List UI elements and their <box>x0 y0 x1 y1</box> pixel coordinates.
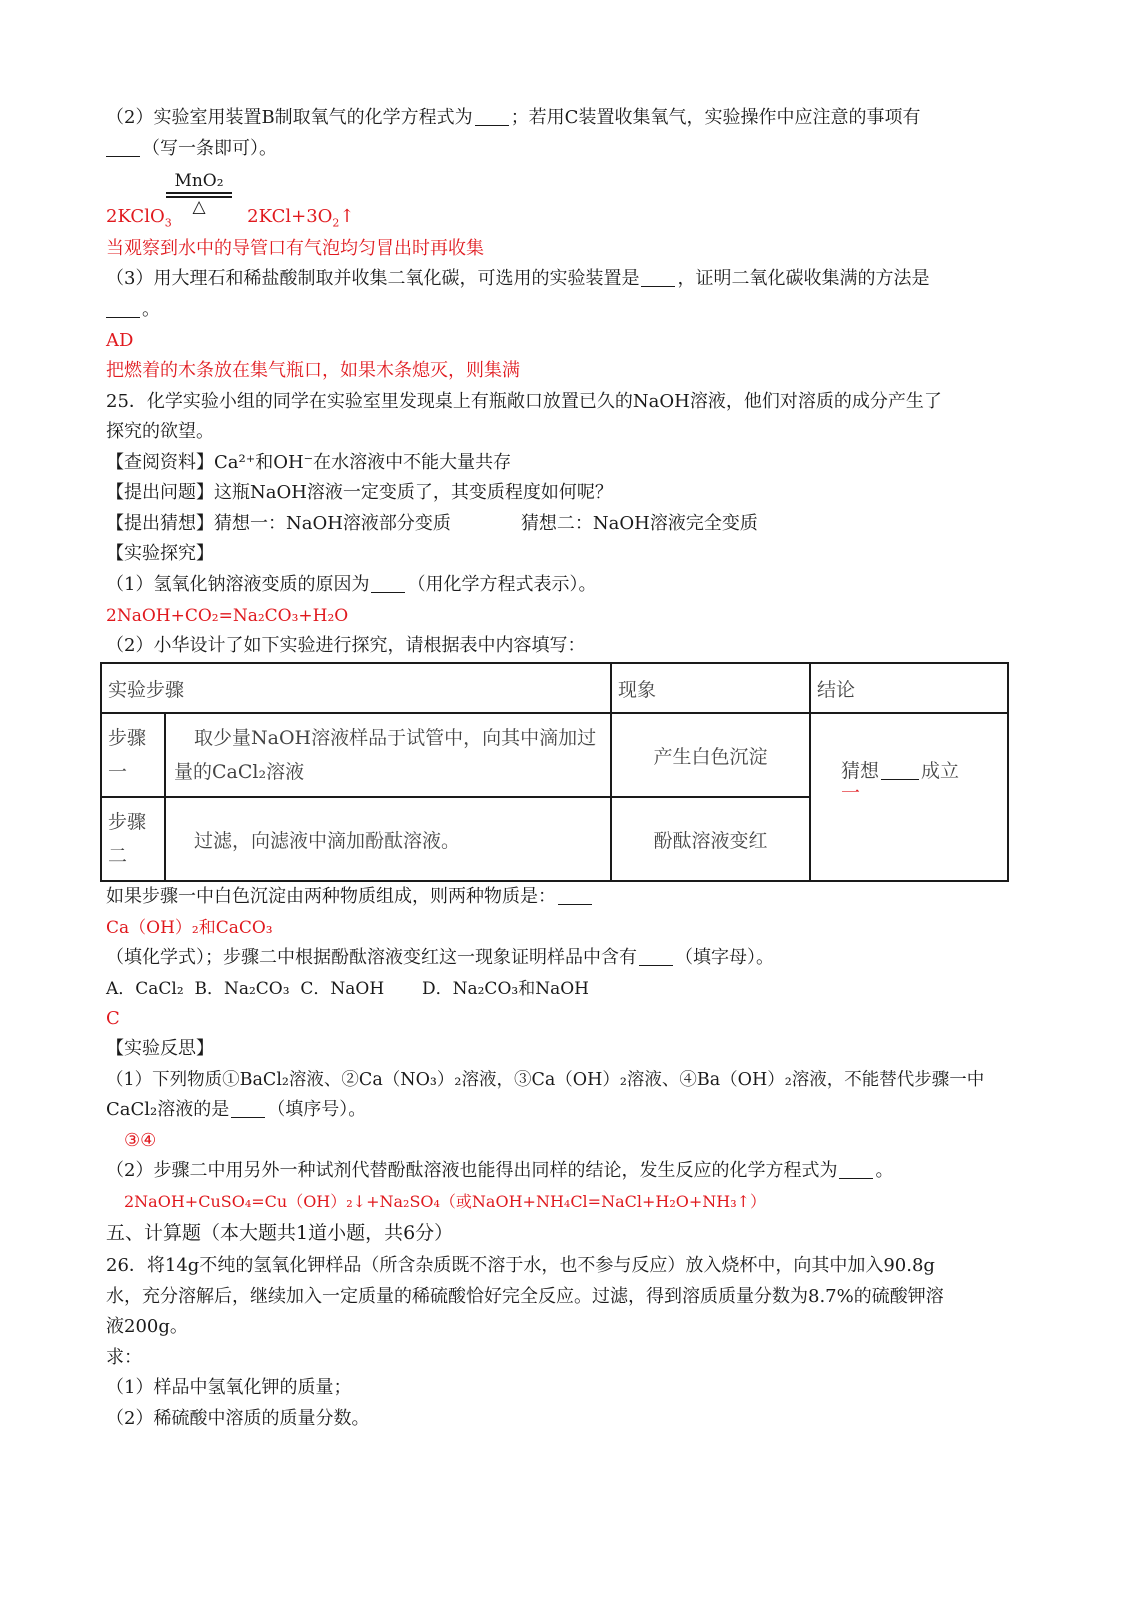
answer-blank[interactable] <box>881 761 919 780</box>
text: （用化学方程式表示）。 <box>407 574 597 595</box>
q25-r2 <box>106 1158 893 1184</box>
text: （填化学式）；步骤二中根据酚酞溶液变红这一现象证明样品中含有 <box>106 947 637 968</box>
conclusion-text <box>817 756 1001 783</box>
product: 2KCl+3O <box>247 206 333 227</box>
answer-34: ③④ <box>124 1130 157 1151</box>
q24-part2-line2 <box>106 136 277 162</box>
q25-r1-line1: （1）下列物质①BaCl₂溶液、②Ca（NO₃）₂溶液，③Ca（OH）₂溶液、④Ba（OH）₂溶液，不能替代步骤一中 <box>106 1070 985 1090</box>
q25-guess <box>106 511 758 537</box>
header-steps: 实验步骤 <box>101 663 611 713</box>
subscript: 2 <box>332 216 340 230</box>
text: 。 <box>142 299 160 320</box>
step-label: 步骤二 <box>101 797 165 881</box>
q25-e1 <box>106 572 596 598</box>
answer-blank[interactable] <box>641 268 675 287</box>
reactant: 2KClO <box>106 206 165 227</box>
text: ；若用C装置收集氧气，实验操作中应注意的事项有 <box>510 107 921 128</box>
q25-e2: （2）小华设计了如下实验进行探究，请根据表中内容填写： <box>106 635 586 656</box>
text: Ca²⁺和OH⁻在水溶液中不能大量共存 <box>214 452 512 473</box>
conclusion-cell <box>810 713 1008 881</box>
q26-sub1: （1）样品中氢氧化钾的质量； <box>106 1377 352 1398</box>
answer-blank[interactable] <box>371 574 405 593</box>
q26-line2: 水，充分溶解后，继续加入一定质量的稀硫酸恰好完全反应。过滤，得到溶质质量分数为8.7%的硫酸钾溶 <box>106 1286 944 1307</box>
section-label: 【查阅资料】 <box>106 452 214 473</box>
text: （填字母）。 <box>675 947 774 968</box>
answer-ad: AD <box>106 330 134 351</box>
subscript: 3 <box>164 216 172 230</box>
q25-intro-2: 探究的欲望。 <box>106 421 214 442</box>
answer-blank[interactable] <box>106 299 140 318</box>
answer-e1: 2NaOH+CO₂=Na₂CO₃+H₂O <box>106 606 349 626</box>
step-action: 取少量NaOH溶液样品于试管中，向其中滴加过量的CaCl₂溶液 <box>165 713 611 797</box>
answer-full-test: 把燃着的木条放在集气瓶口，如果木条熄灭，则集满 <box>106 360 520 381</box>
q24-part3-line1 <box>106 266 929 292</box>
section-label: 【提出猜想】 <box>106 513 214 534</box>
header-conclusion: 结论 <box>810 663 1008 713</box>
catalyst-label: MnO₂ <box>174 171 224 191</box>
answer-blank[interactable] <box>639 947 673 966</box>
answer-blank[interactable] <box>558 886 592 905</box>
step-label: 步骤一 <box>101 713 165 797</box>
q25-if-text <box>106 884 594 910</box>
q25-r1-line2 <box>106 1097 366 1123</box>
q25-reference <box>106 450 511 476</box>
section-label: 【提出问题】 <box>106 482 214 503</box>
q25-intro-1: 25．化学实验小组的同学在实验室里发现桌上有瓶敞口放置已久的NaOH溶液，他们对溶质的成分产生了 <box>106 391 942 412</box>
text: （2）步骤二中用另外一种试剂代替酚酞溶液也能得出同样的结论，发生反应的化学方程式为 <box>106 1160 838 1181</box>
text: （1）氢氧化钠溶液变质的原因为 <box>106 574 370 595</box>
answer-blank[interactable] <box>475 107 509 126</box>
text: 如果步骤一中白色沉淀由两种物质组成，则两种物质是： <box>106 886 556 907</box>
gas-arrow-icon: ↑ <box>339 206 355 227</box>
text: （2）实验室用装置B制取氧气的化学方程式为 <box>106 107 473 128</box>
text: 猜想 <box>841 759 880 782</box>
q24-part2-line1 <box>106 105 920 131</box>
q25-explore-label: 【实验探究】 <box>106 543 214 564</box>
q25-fill <box>106 945 774 971</box>
q25-options: A．CaCl₂ B．Na₂CO₃ C．NaOH D．Na₂CO₃和NaOH <box>106 979 589 999</box>
table-row <box>101 713 1008 797</box>
text: 。 <box>875 1160 894 1181</box>
q26-sub2: （2）稀硫酸中溶质的质量分数。 <box>106 1408 370 1429</box>
q25-reflect-label: 【实验反思】 <box>106 1038 214 1059</box>
step-action: 过滤，向滤液中滴加酚酞溶液。 <box>165 797 611 881</box>
text: （3）用大理石和稀盐酸制取并收集二氧化碳，可选用的实验装置是 <box>106 268 640 289</box>
text: （写一条即可）。 <box>142 138 277 159</box>
q26-ask: 求： <box>106 1347 142 1368</box>
text: ，证明二氧化碳收集满的方法是 <box>677 268 930 289</box>
heat-icon: △ <box>192 197 206 217</box>
header-phenomenon: 现象 <box>611 663 810 713</box>
text: 这瓶NaOH溶液一定变质了，其变质程度如何呢？ <box>214 482 613 503</box>
step-phenomenon: 产生白色沉淀 <box>611 713 810 797</box>
answer-collect: 当观察到水中的导管口有气泡均匀冒出时再收集 <box>106 238 484 259</box>
text: （填序号）。 <box>267 1099 367 1120</box>
text: 成立 <box>921 759 960 782</box>
section-title: 五、计算题（本大题共1道小题，共6分） <box>106 1222 454 1244</box>
experiment-table <box>100 662 1009 882</box>
table-header-row <box>101 663 1008 713</box>
q25-problem <box>106 480 613 506</box>
guess-two: 猜想二：NaOH溶液完全变质 <box>520 513 758 534</box>
answer-r2: 2NaOH+CuSO₄=Cu（OH）₂↓+Na₂SO₄（或NaOH+NH₄Cl=NaCl+H₂O+NH₃↑） <box>124 1192 767 1211</box>
answer-c: C <box>106 1008 120 1029</box>
conclusion-answer: 一 <box>841 781 861 804</box>
answer-blank[interactable] <box>839 1160 873 1179</box>
answer-equation-o2 <box>106 204 355 237</box>
answer-blank[interactable] <box>106 138 140 157</box>
answer-blank[interactable] <box>231 1099 265 1118</box>
step-phenomenon: 酚酞溶液变红 <box>611 797 810 881</box>
q26-line1: 26．将14g不纯的氢氧化钾样品（所含杂质既不溶于水，也不参与反应）放入烧杯中，向其中加入90.8g <box>106 1255 935 1276</box>
text: CaCl₂溶液的是 <box>106 1099 230 1120</box>
q24-part3-line2 <box>106 297 160 323</box>
answer-two-substances: Ca（OH）₂和CaCO₃ <box>106 918 273 938</box>
q26-line3: 液200g。 <box>106 1316 188 1337</box>
guess-one: 猜想一：NaOH溶液部分变质 <box>214 513 451 534</box>
